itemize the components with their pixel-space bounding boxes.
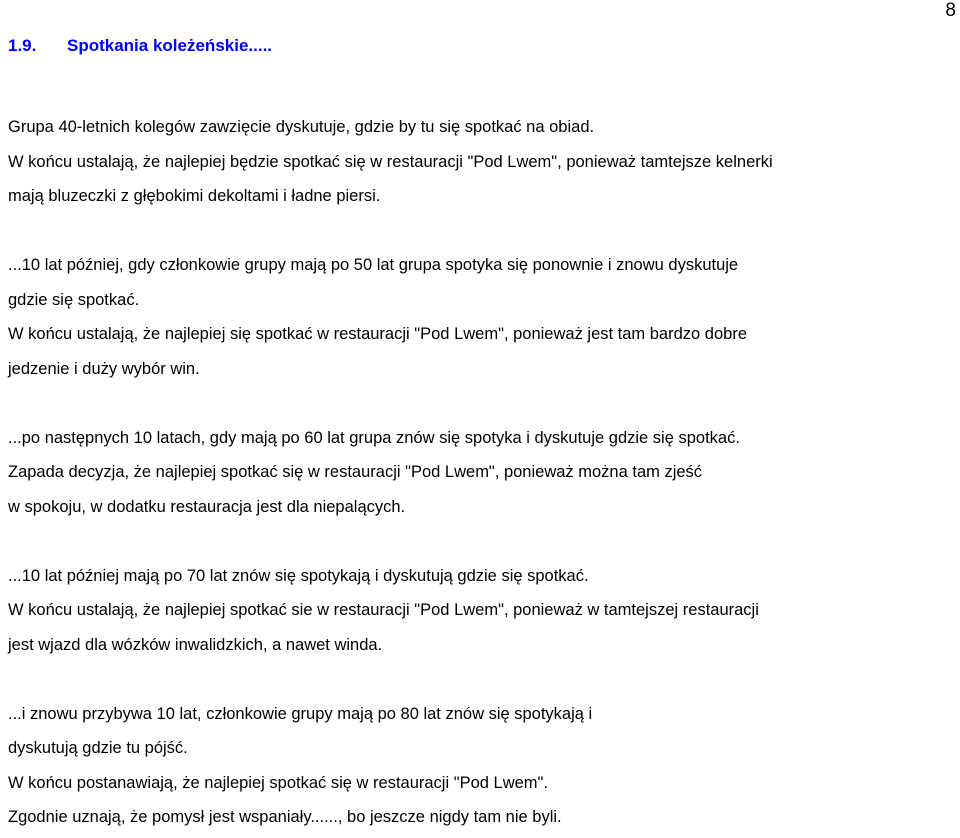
paragraph-1 <box>8 110 953 214</box>
text-line: ...i znowu przybywa 10 lat, członkowie grupy mają po 80 lat znów się spotykają i <box>8 704 593 723</box>
text-line: W końcu ustalają, że najlepiej się spotkać w restauracji "Pod Lwem", ponieważ jest tam bardzo dobre <box>8 325 747 343</box>
text-line: gdzie się spotkać. <box>8 290 140 309</box>
paragraph-3 <box>8 421 953 525</box>
paragraph-2 <box>8 248 953 386</box>
page-number: 8 <box>945 0 956 21</box>
document-body <box>8 110 953 835</box>
text-line: W końcu postanawiają, że najlepiej spotkać się w restauracji "Pod Lwem". <box>8 773 548 792</box>
text-line: Grupa 40-letnich kolegów zawzięcie dyskutuje, gdzie by tu się spotkać na obiad. <box>8 118 595 136</box>
text-line: ...10 lat później mają po 70 lat znów się spotykają i dyskutują gdzie się spotkać. <box>8 566 589 585</box>
text-line: ...po następnych 10 latach, gdy mają po 60 lat grupa znów się spotyka i dyskutuje gdzie się spotkać. <box>8 428 740 447</box>
section-number: 1.9. <box>8 36 37 55</box>
text-line: w spokoju, w dodatku restauracja jest dla niepalących. <box>8 497 406 516</box>
text-line: mają bluzeczki z głębokimi dekoltami i ładne piersi. <box>8 187 381 205</box>
section-heading <box>8 36 272 56</box>
text-line: Zapada decyzja, że najlepiej spotkać się w restauracji "Pod Lwem", ponieważ można tam zjeść <box>8 463 703 481</box>
text-line: jest wjazd dla wózków inwalidzkich, a nawet winda. <box>8 635 383 654</box>
text-line: W końcu ustalają, że najlepiej spotkać sie w restauracji "Pod Lwem", ponieważ w tamtejszej restauracji <box>8 601 759 619</box>
paragraph-5 <box>8 697 953 835</box>
section-title: Spotkania koleżeńskie..... <box>67 36 273 55</box>
text-line: ...10 lat później, gdy członkowie grupy mają po 50 lat grupa spotyka się ponownie i znowu dyskutuje <box>8 256 739 274</box>
text-line: jedzenie i duży wybór win. <box>8 359 200 378</box>
text-line: dyskutują gdzie tu pójść. <box>8 739 188 757</box>
text-line: Zgodnie uznają, że pomysł jest wspaniały......, bo jeszcze nigdy tam nie byli. <box>8 808 562 826</box>
paragraph-4 <box>8 559 953 663</box>
text-line: W końcu ustalają, że najlepiej będzie spotkać się w restauracji "Pod Lwem", ponieważ tamtejsze kelnerki <box>8 152 773 171</box>
